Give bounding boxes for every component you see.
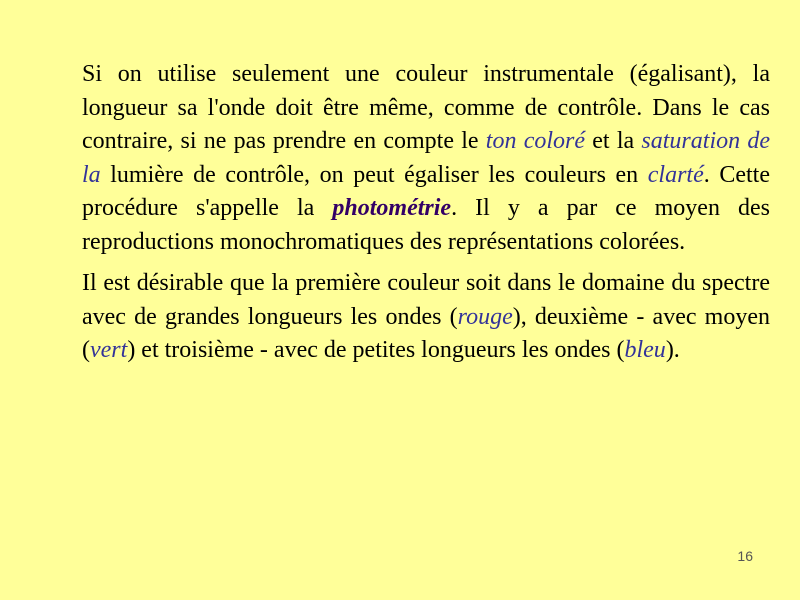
term-vert: vert: [90, 337, 128, 363]
paragraph2-text-3: ) et troisième - avec de petites longueurs les ondes (: [127, 337, 625, 363]
term-ton-colore: ton coloré: [485, 128, 586, 154]
paragraph1-text-5: . Il y a par ce moyen des reproductions monochromatiques des représentations colorées.: [82, 195, 771, 255]
slide-number: 16: [737, 548, 753, 564]
paragraph1-text-2: et la: [585, 128, 642, 154]
slide-body: [82, 58, 770, 368]
paragraph2-text-1: Il est désirable que la première couleur soit dans le domaine du spectre avec de grandes longueurs les ondes (: [82, 270, 770, 330]
term-rouge: rouge: [457, 303, 513, 330]
term-bleu: bleu: [624, 337, 666, 363]
paragraph1-text-4: . Cette procédure s'appelle la: [82, 161, 770, 221]
term-clarte: clarté: [647, 161, 704, 188]
paragraph2-text-2: ), deuxième - avec moyen (: [82, 303, 771, 363]
paragraph-photometry: [82, 58, 770, 259]
paragraph2-text-4: ).: [665, 337, 680, 363]
term-saturation: saturation de la: [82, 128, 771, 188]
term-photometrie: photométrie: [332, 195, 452, 221]
paragraph-colors: [82, 267, 770, 368]
paragraph1-text-3: lumière de contrôle, on peut égaliser les couleurs en: [100, 161, 648, 188]
paragraph1-text-1: Si on utilise seulement une couleur instrumentale (égalisant), la longueur sa l'onde doit être même, comme de contrôle. Dans le cas contraire, si ne pas prendre en compte le: [82, 61, 770, 154]
